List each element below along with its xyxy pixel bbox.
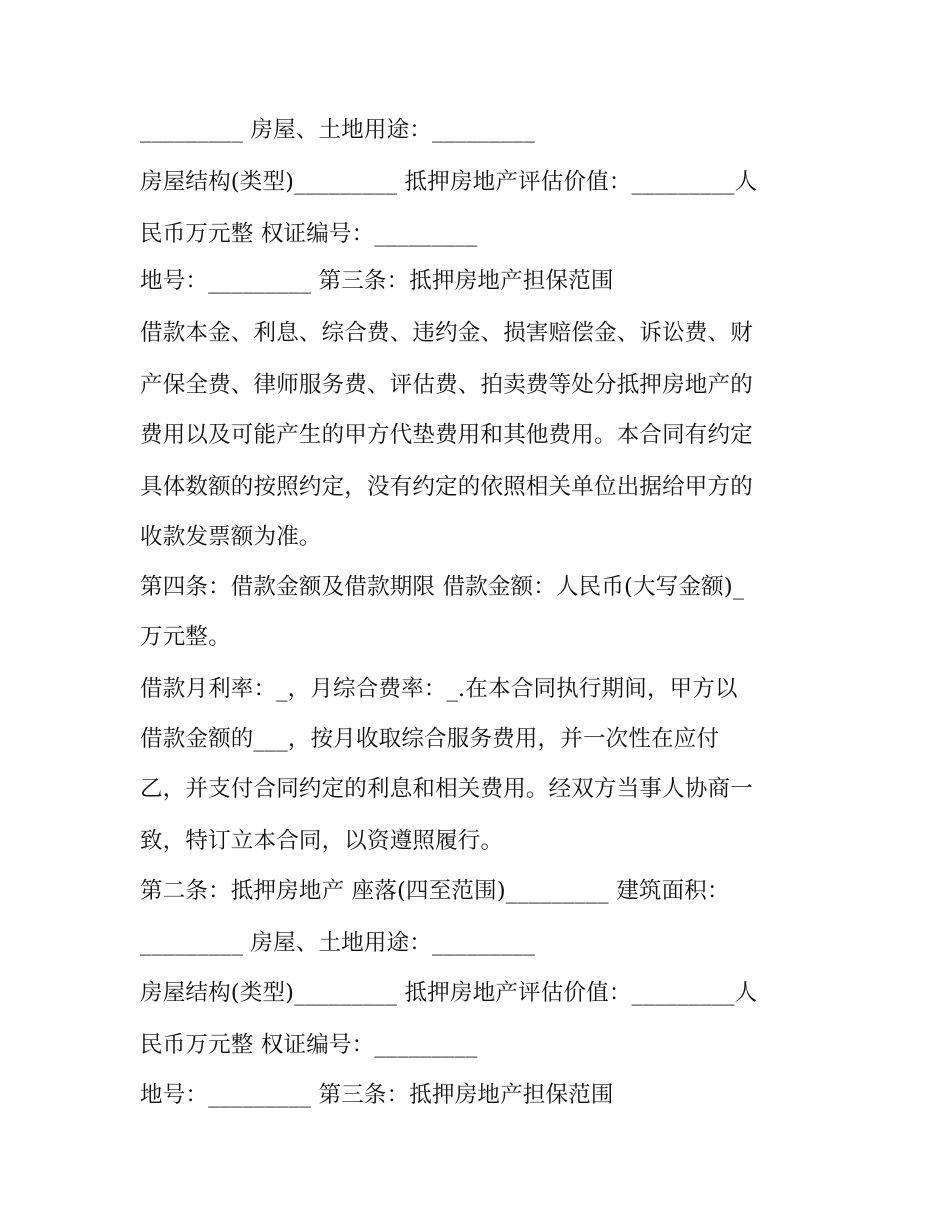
text-line: 房屋结构(类型)_________ 抵押房地产评估价值：_________人 <box>140 980 758 1006</box>
text-line: 具体数额的按照约定，没有约定的依照相关单位出据给甲方的 <box>140 474 753 500</box>
text-line: 借款本金、利息、综合费、违约金、损害赔偿金、诉讼费、财 <box>140 320 753 346</box>
text-line: 房屋结构(类型)_________ 抵押房地产评估价值：_________人 <box>140 169 758 195</box>
text-line: 乙，并支付合同约定的利息和相关费用。经双方当事人协商一 <box>140 776 753 802</box>
text-line: 致，特订立本合同，以资遵照履行。 <box>140 828 504 854</box>
text-line: 产保全费、律师服务费、评估费、拍卖费等处分抵押房地产的 <box>140 372 753 398</box>
text-line: 民币万元整 权证编号：_________ <box>140 221 478 247</box>
text-line: 第二条：抵押房地产 座落(四至范围)_________ 建筑面积： <box>140 878 730 904</box>
text-line: 费用以及可能产生的甲方代垫费用和其他费用。本合同有约定 <box>140 422 753 448</box>
text-line: 万元整。 <box>140 624 231 650</box>
text-line: 第四条：借款金额及借款期限 借款金额：人民币(大写金额)_ <box>140 574 745 600</box>
text-line: 地号：_________ 第三条：抵押房地产担保范围 <box>140 268 614 294</box>
text-line: 借款金额的___，按月收取综合服务费用，并一次性在应付 <box>140 726 720 752</box>
text-line: _________ 房屋、土地用途：_________ <box>140 117 536 143</box>
text-line: 地号：_________ 第三条：抵押房地产担保范围 <box>140 1082 614 1108</box>
text-line: 民币万元整 权证编号：_________ <box>140 1032 478 1058</box>
text-line: 收款发票额为准。 <box>140 524 322 550</box>
text-line: _________ 房屋、土地用途：_________ <box>140 930 536 956</box>
text-line: 借款月利率：_，月综合费率：_.在本合同执行期间，甲方以 <box>140 676 738 702</box>
